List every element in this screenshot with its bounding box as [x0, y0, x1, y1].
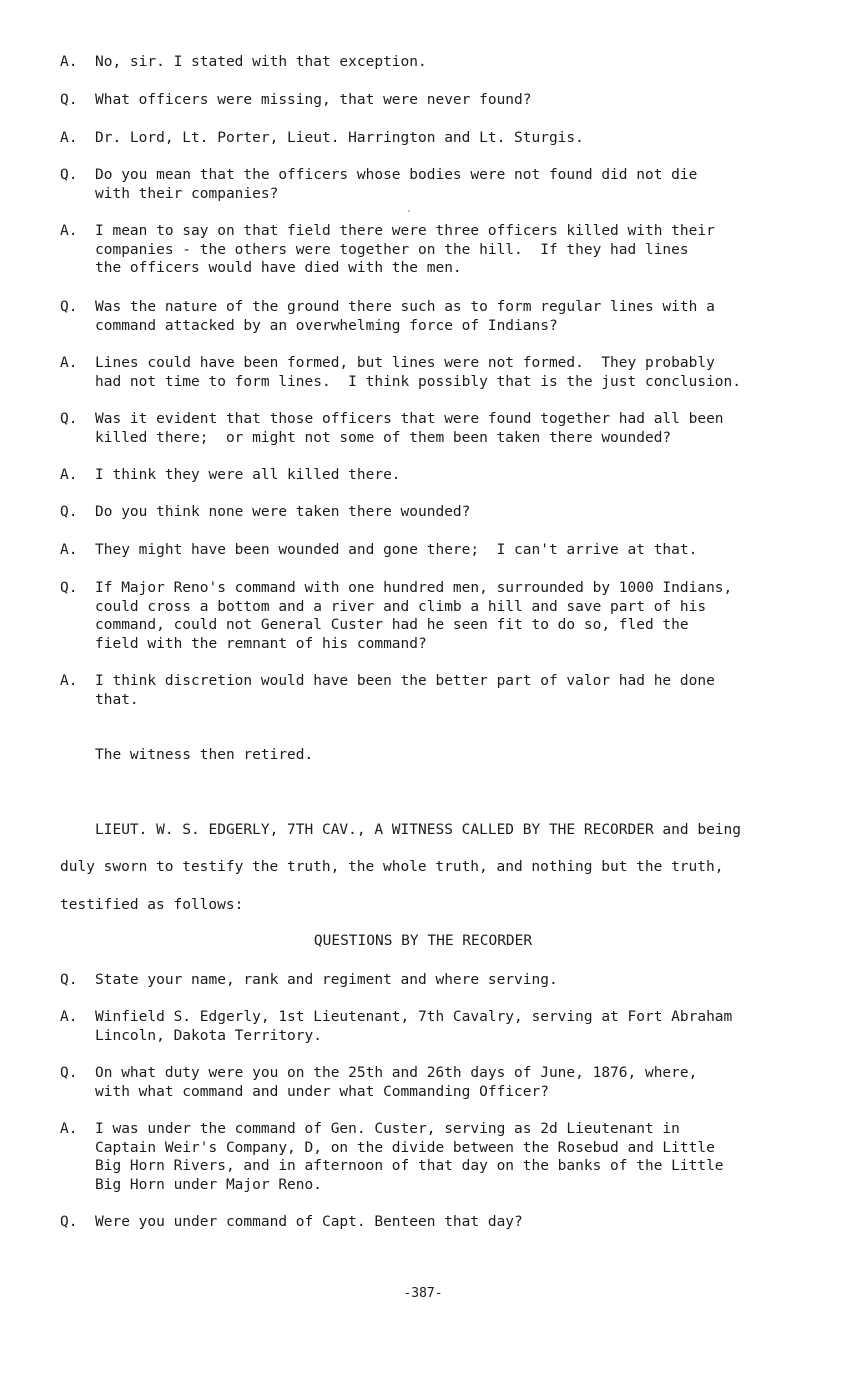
witness-intro-line: duly sworn to testify the truth, the whole truth, and nothing but the truth, [60, 859, 724, 875]
answer-text: They might have been wounded and gone there; I can't arrive at that. [95, 542, 698, 558]
question-label: Q. [60, 92, 78, 108]
answer-text: I was under the command of Gen. Custer, serving as 2d Lieutenant in Captain Weir's Company, D, on the divide between the Rosebud and Little Big Horn Rivers, and in afternoon of that day on the banks of the Little Big Horn under Major Reno. [95, 1121, 724, 1193]
question-text: Were you under command of Capt. Benteen that day? [95, 1214, 523, 1230]
question-label: Q. [60, 299, 78, 315]
question-label: Q. [60, 1214, 78, 1230]
answer-label: A. [60, 542, 78, 558]
answer-text: I mean to say on that field there were three officers killed with their companies - the others were together on the hill. If they had lines the officers would have died with the men. [95, 223, 715, 277]
answer-text: Winfield S. Edgerly, 1st Lieutenant, 7th Cavalry, serving at Fort Abraham Lincoln, Dakota Territory. [95, 1009, 733, 1044]
answer-label: A. [60, 467, 78, 483]
answer-label: A. [60, 355, 78, 371]
answer-text: No, sir. I stated with that exception. [95, 54, 427, 70]
stray-mark [408, 210, 410, 212]
witness-intro-line: testified as follows: [60, 897, 244, 913]
question-label: Q. [60, 972, 78, 988]
answer-text: I think they were all killed there. [95, 467, 401, 483]
answer-text: I think discretion would have been the better part of valor had he done that. [95, 673, 715, 708]
witness-retired-note: The witness then retired. [95, 747, 314, 763]
answer-label: A. [60, 130, 78, 146]
witness-intro-line: LIEUT. W. S. EDGERLY, 7TH CAV., A WITNESS CALLED BY THE RECORDER and being [95, 822, 742, 838]
section-heading: QUESTIONS BY THE RECORDER [313, 933, 533, 949]
question-label: Q. [60, 167, 78, 183]
question-label: Q. [60, 504, 78, 520]
page-number: -387- [403, 1286, 443, 1301]
answer-text: Lines could have been formed, but lines were not formed. They probably had not time to form lines. I think possibly that is the just conclusion. [95, 355, 742, 390]
question-text: If Major Reno's command with one hundred men, surrounded by 1000 Indians, could cross a bottom and a river and climb a hill and save part of his command, could not General Custer had he seen fit to do so, fled the field with the remnant of his command? [95, 580, 733, 652]
answer-label: A. [60, 1009, 78, 1025]
answer-text: Dr. Lord, Lt. Porter, Lieut. Harrington and Lt. Sturgis. [95, 130, 584, 146]
question-text: Was the nature of the ground there such as to form regular lines with a command attacked by an overwhelming force of Indians? [95, 299, 715, 334]
answer-label: A. [60, 54, 78, 70]
question-text: Do you think none were taken there wounded? [95, 504, 471, 520]
question-label: Q. [60, 411, 78, 427]
question-text: What officers were missing, that were never found? [95, 92, 532, 108]
question-text: Do you mean that the officers whose bodies were not found did not die with their companies? [95, 167, 698, 202]
question-text: On what duty were you on the 25th and 26th days of June, 1876, where, with what command and under what Commanding Officer? [95, 1065, 698, 1100]
question-text: State your name, rank and regiment and where serving. [95, 972, 558, 988]
question-label: Q. [60, 1065, 78, 1081]
question-label: Q. [60, 580, 78, 596]
question-text: Was it evident that those officers that were found together had all been killed there; or might not some of them been taken there wounded? [95, 411, 724, 446]
answer-label: A. [60, 223, 78, 239]
answer-label: A. [60, 1121, 78, 1137]
answer-label: A. [60, 673, 78, 689]
